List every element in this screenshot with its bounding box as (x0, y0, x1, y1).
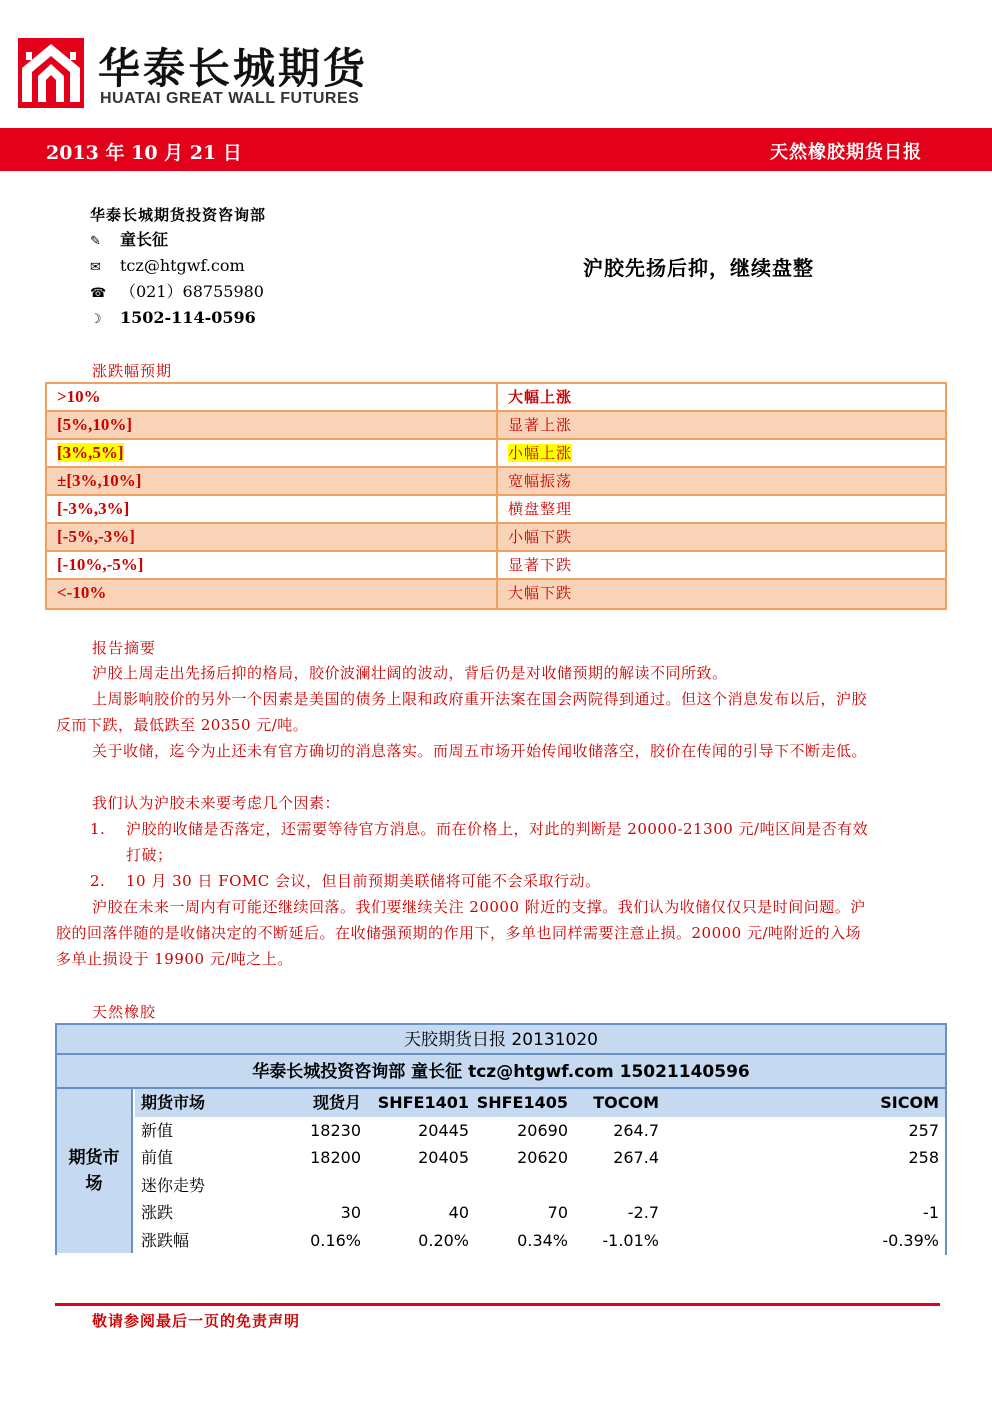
table-cell: 40 (448, 1203, 469, 1222)
range-cell: ±[3%,10%] (47, 468, 498, 494)
futures-data-table (55, 1023, 947, 1255)
table-row (47, 412, 945, 440)
list-item (90, 816, 880, 868)
table-cell: 258 (908, 1148, 939, 1167)
table-grid (135, 1089, 945, 1254)
table-cell: 20690 (517, 1120, 568, 1140)
table-row (47, 468, 945, 496)
range-cell: [5%,10%] (47, 412, 498, 438)
desc-cell: 大幅上涨 (508, 388, 573, 406)
phone-icon: ☎ (90, 286, 107, 301)
desc-cell: 显著下跌 (508, 556, 573, 574)
table-row (135, 1227, 945, 1255)
desc-cell (498, 440, 945, 466)
desc-cell: 小幅下跌 (508, 528, 573, 546)
list-number: 2. (90, 872, 106, 890)
table-cell: 267.4 (613, 1148, 659, 1167)
table-row (47, 440, 945, 468)
mobile-icon: ☽ (90, 312, 102, 327)
table-row (135, 1144, 945, 1172)
column-header: 期货市场 (141, 1093, 206, 1112)
paragraph-text: 我们认为沪胶未来要考虑几个因素： (92, 794, 341, 812)
group-label: 期货市场 (57, 1089, 133, 1253)
highlighted-range: [3%,5%] (57, 443, 124, 462)
paragraph-text: 沪胶上周走出先扬后抑的格局，胶价波澜壮阔的波动，背后仍是对收储预期的解读不同所致。 (92, 664, 728, 682)
email-text[interactable]: tcz@htgwf.com (120, 256, 245, 275)
table-cell: 18230 (310, 1120, 361, 1140)
mail-icon: ✉ (90, 260, 101, 275)
table-row (135, 1199, 945, 1227)
department-name: 华泰长城期货投资咨询部 (90, 206, 267, 224)
rubber-label: 天然橡胶 (92, 1003, 157, 1021)
table-cell: -0.39% (882, 1230, 939, 1250)
row-label: 涨跌幅 (141, 1230, 190, 1250)
company-logo (18, 38, 84, 108)
table-header-row (135, 1089, 945, 1117)
list-text: 10 月 30 日 FOMC 会议，但目前预期美联储将可能不会采取行动。 (126, 872, 601, 890)
table-subtitle: 华泰长城投资咨询部 童长征 tcz@htgwf.com 15021140596 (57, 1055, 945, 1089)
table-cell: -1 (923, 1203, 939, 1222)
column-header: SHFE1405 (476, 1093, 568, 1112)
analyst-name: 童长征 (120, 230, 169, 249)
range-cell (47, 440, 498, 466)
forecast-table (45, 382, 947, 610)
row-label: 涨跌 (141, 1203, 174, 1222)
disclaimer-note: 敬请参阅最后一页的免责声明 (92, 1312, 301, 1330)
list-number: 1. (90, 820, 106, 838)
header-bar (0, 128, 992, 171)
summary-paragraph (56, 738, 876, 764)
report-title: 天然橡胶期货日报 (770, 142, 922, 163)
paragraph-text: 沪胶在未来一周内有可能还继续回落。我们要继续关注 20000 附近的支撑。我们认为收储仅仅只是时间问题。沪胶的回落伴随的是收储决定的不断延后。在收储强预期的作用下，多单也同样需要注意止损。20000 元/吨附近的入场多单止损设于 19900 元/吨之上。 (56, 898, 866, 968)
table-cell: 257 (908, 1120, 939, 1140)
summary-paragraph (56, 660, 876, 686)
table-row (47, 384, 945, 412)
row-label: 新值 (141, 1120, 174, 1140)
table-cell: 70 (547, 1203, 568, 1222)
range-cell: <-10% (47, 580, 498, 608)
desc-cell: 大幅下跌 (508, 584, 573, 602)
analyst-row (90, 229, 168, 251)
column-header: TOCOM (593, 1093, 659, 1112)
phone-row (90, 281, 264, 303)
mobile-text: 1502-114-0596 (120, 308, 256, 327)
table-row (135, 1117, 945, 1145)
table-cell: 264.7 (613, 1120, 659, 1140)
report-date: 2013 年 10 月 21 日 (46, 142, 242, 164)
desc-cell: 显著上涨 (508, 416, 573, 434)
row-label: 前值 (141, 1148, 174, 1167)
table-cell: 0.16% (310, 1230, 361, 1250)
column-header: 现货月 (312, 1093, 361, 1112)
table-cell: 20620 (517, 1148, 568, 1167)
forecast-label: 涨跌幅预期 (92, 362, 173, 380)
table-title: 天胶期货日报 20131020 (57, 1025, 945, 1055)
pencil-icon: ✎ (90, 234, 101, 249)
row-label: 迷你走势 (141, 1175, 206, 1195)
table-row (47, 552, 945, 580)
paragraph-text: 关于收储，迄今为止还未有官方确切的消息落实。而周五市场开始传闻收储落空，胶价在传闻的引导下不断走低。 (92, 742, 868, 760)
column-header: SHFE1401 (377, 1093, 469, 1112)
column-header: SICOM (880, 1093, 939, 1112)
range-cell: >10% (47, 384, 498, 410)
footer-divider (55, 1303, 940, 1306)
logo-chinese-name: 华泰长城期货 (98, 44, 369, 93)
table-row (47, 496, 945, 524)
table-cell: -2.7 (627, 1203, 659, 1222)
summary-paragraph (56, 790, 876, 816)
range-cell: [-3%,3%] (47, 496, 498, 522)
summary-paragraph (56, 686, 876, 738)
table-body (57, 1089, 945, 1253)
range-cell: [-10%,-5%] (47, 552, 498, 578)
table-cell: 20405 (418, 1148, 469, 1167)
mobile-row (90, 307, 256, 329)
table-row (47, 580, 945, 608)
desc-cell: 宽幅振荡 (508, 472, 573, 490)
highlighted-desc: 小幅上涨 (508, 444, 573, 462)
desc-cell: 横盘整理 (508, 500, 573, 518)
paragraph-text: 上周影响胶价的另外一个因素是美国的债务上限和政府重开法案在国会两院得到通过。但这个消息发布以后，沪胶反而下跌，最低跌至 20350 元/吨。 (56, 690, 868, 734)
table-cell: -1.01% (602, 1230, 659, 1250)
table-cell: 18200 (310, 1148, 361, 1167)
email-row (90, 255, 245, 277)
range-cell: [-5%,-3%] (47, 524, 498, 550)
logo-english-name: HUATAI GREAT WALL FUTURES (100, 90, 360, 107)
table-cell: 30 (340, 1203, 361, 1222)
table-cell: 0.20% (418, 1230, 469, 1250)
report-headline: 沪胶先扬后抑，继续盘整 (583, 256, 814, 280)
list-text: 沪胶的收储是否落定，还需要等待官方消息。而在价格上，对此的判断是 20000-21300 元/吨区间是否有效打破； (126, 820, 869, 864)
table-cell: 20445 (418, 1120, 469, 1140)
table-row (47, 524, 945, 552)
table-cell: 0.34% (517, 1230, 568, 1250)
list-item (90, 868, 880, 894)
table-row (135, 1172, 945, 1200)
summary-label: 报告摘要 (92, 639, 157, 657)
summary-paragraph (56, 894, 876, 972)
phone-text: （021）68755980 (120, 282, 264, 301)
